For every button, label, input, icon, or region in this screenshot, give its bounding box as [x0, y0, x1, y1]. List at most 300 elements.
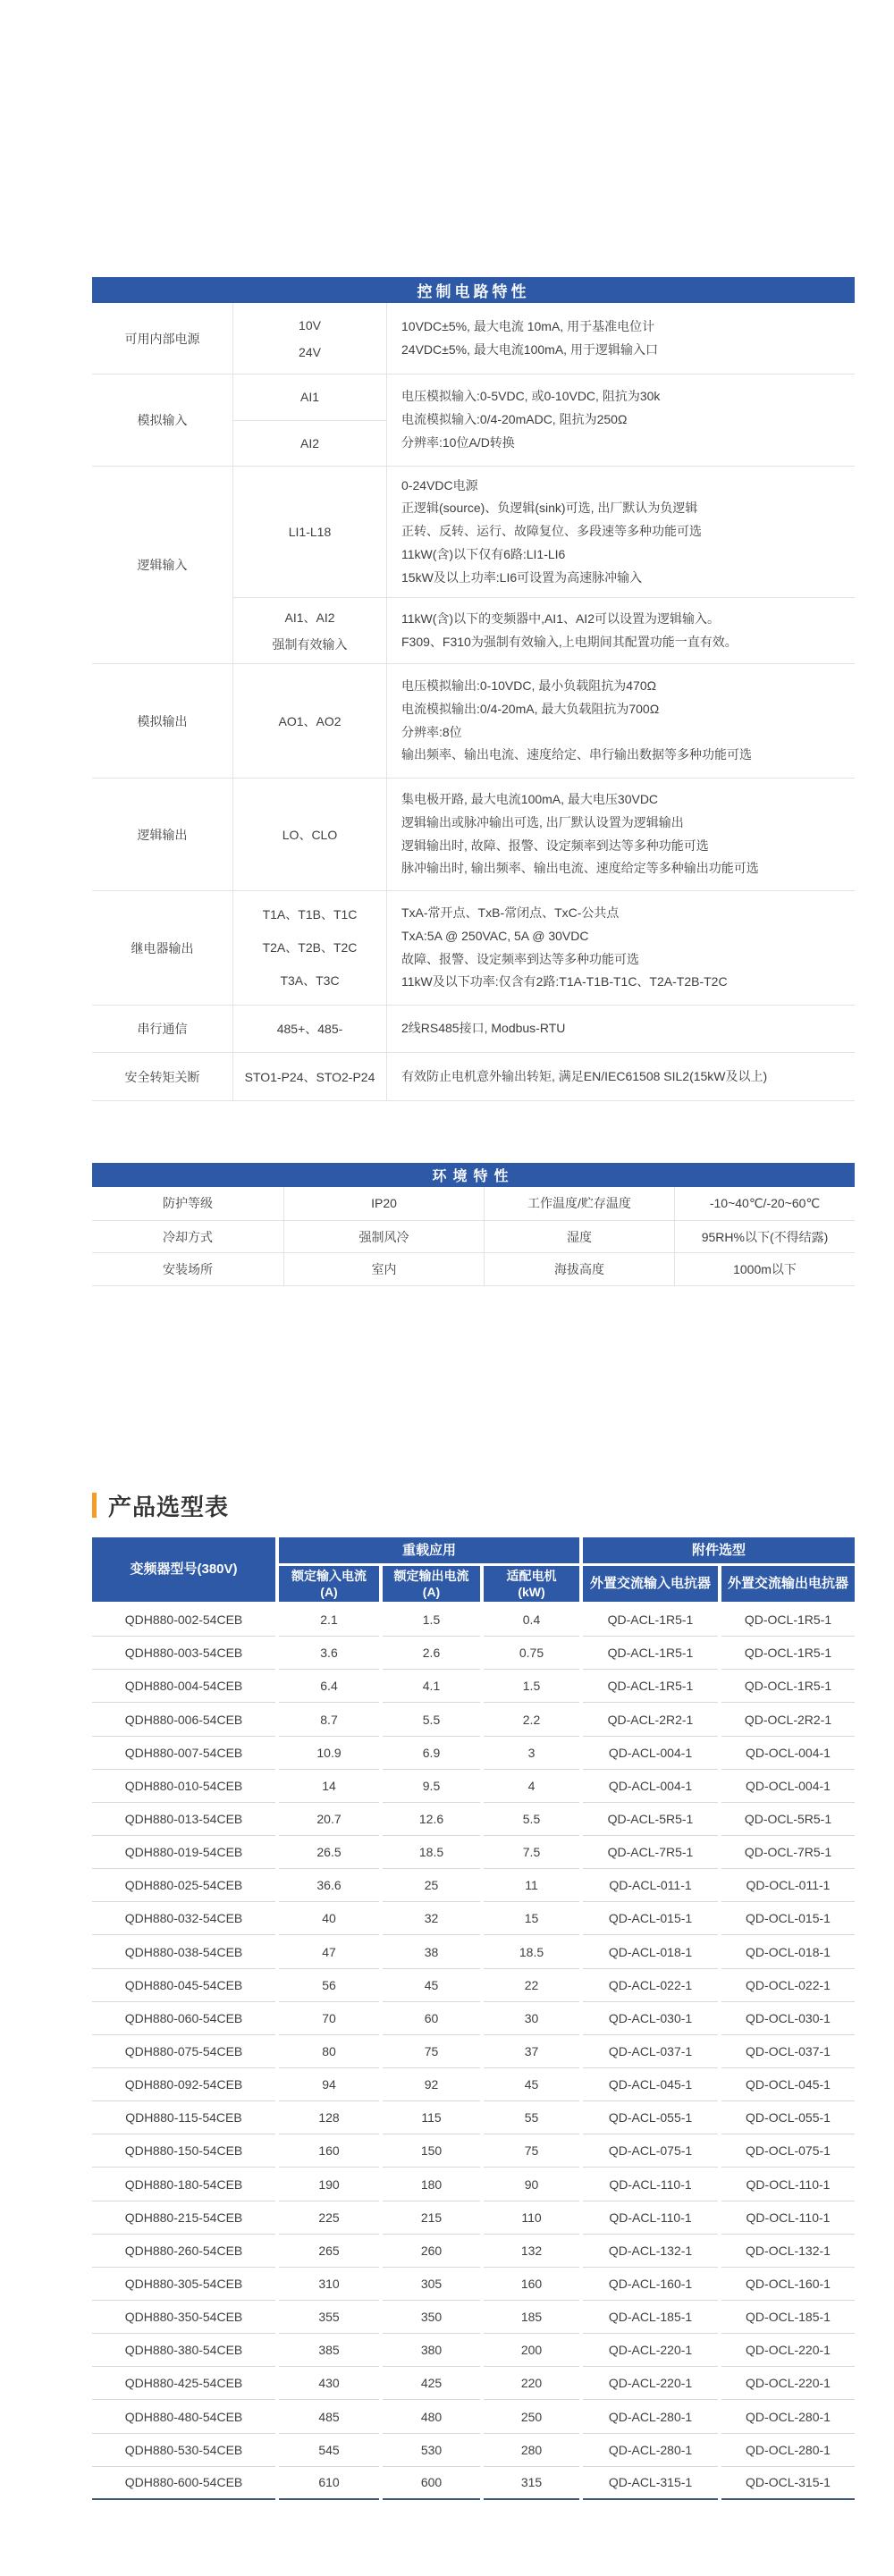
model-cell: QDH880-019-54CEB [92, 1836, 275, 1869]
value-cell: 14 [279, 1770, 379, 1803]
value-cell: 380 [383, 2334, 480, 2367]
description-line: 10VDC±5%, 最大电流 10mA, 用于基准电位计 [401, 318, 655, 333]
model-cell: QDH880-002-54CEB [92, 1604, 275, 1637]
value-cell: 305 [383, 2268, 480, 2301]
subrow-forced-input [232, 597, 855, 663]
value-cell: 545 [279, 2434, 379, 2467]
value-cell: QD-ACL-2R2-1 [583, 1703, 718, 1736]
value-cell: QD-OCL-018-1 [721, 1935, 855, 1968]
description-line: 电压模拟输出:0-10VDC, 最小负载阻抗为470Ω [401, 678, 657, 693]
value-cell: 215 [383, 2201, 480, 2235]
terminal-line: LI1-L18 [288, 525, 332, 539]
model-cell: QDH880-003-54CEB [92, 1637, 275, 1670]
env-label: 工作温度/贮存温度 [484, 1187, 674, 1220]
value-cell: 110 [484, 2201, 579, 2235]
value-cell: QD-OCL-015-1 [721, 1902, 855, 1935]
description-cell [386, 664, 855, 778]
value-cell: QD-OCL-004-1 [721, 1770, 855, 1803]
spec-row-logic-output [92, 778, 855, 890]
description-cell [386, 891, 855, 1005]
value-cell: 260 [383, 2235, 480, 2268]
terminal-line: 10V [299, 317, 321, 333]
terminal-cell [232, 664, 386, 778]
description-line: 正转、反转、运行、故障复位、多段速等多种功能可选 [401, 524, 702, 539]
table-row [92, 2434, 855, 2467]
value-cell: 350 [383, 2301, 480, 2334]
model-cell: QDH880-007-54CEB [92, 1737, 275, 1770]
value-cell: 385 [279, 2334, 379, 2367]
table-row [92, 2268, 855, 2301]
value-cell: 9.5 [383, 1770, 480, 1803]
row-label: 继电器输出 [131, 940, 194, 955]
value-cell: QD-ACL-075-1 [583, 2134, 718, 2168]
value-cell: 92 [383, 2068, 480, 2101]
model-cell: QDH880-215-54CEB [92, 2201, 275, 2235]
description-line: 电流模拟输出:0/4-20mA, 最大负载阻抗为700Ω [401, 701, 660, 716]
value-cell: QD-OCL-110-1 [721, 2201, 855, 2235]
logic-input-subrows [232, 467, 855, 663]
table-row [92, 1869, 855, 1902]
table-row [92, 2134, 855, 2168]
value-cell: 190 [279, 2168, 379, 2201]
value-cell: 4 [484, 1770, 579, 1803]
header-line: (A) [422, 1585, 441, 1600]
value-cell: QD-OCL-280-1 [721, 2434, 855, 2467]
model-cell: QDH880-032-54CEB [92, 1902, 275, 1935]
model-cell: QDH880-013-54CEB [92, 1803, 275, 1836]
column-header-input-reactor: 外置交流输入电抗器 [583, 1566, 718, 1602]
value-cell: 315 [484, 2467, 579, 2500]
column-header-rated-output-current [383, 1566, 480, 1602]
row-label-cell [92, 1006, 232, 1052]
spec-row-sto [92, 1052, 855, 1100]
terminal-cell [232, 303, 386, 374]
page-content [92, 0, 855, 2500]
value-cell: QD-ACL-280-1 [583, 2434, 718, 2467]
value-cell: 11 [484, 1869, 579, 1902]
value-cell: QD-OCL-160-1 [721, 2268, 855, 2301]
value-cell: QD-ACL-015-1 [583, 1902, 718, 1935]
value-cell: 36.6 [279, 1869, 379, 1902]
selection-table-header [92, 1537, 855, 1602]
environment-table [92, 1163, 855, 1286]
table-row [92, 2400, 855, 2433]
table-row [92, 1770, 855, 1803]
value-cell: QD-OCL-132-1 [721, 2235, 855, 2268]
column-header-motor [484, 1566, 579, 1602]
value-cell: 18.5 [383, 1836, 480, 1869]
description-line: 分辨率:10位A/D转换 [401, 434, 515, 450]
value-cell: QD-OCL-1R5-1 [721, 1604, 855, 1637]
value-cell: 4.1 [383, 1670, 480, 1703]
spec-row-serial-comm [92, 1005, 855, 1052]
value-cell: 26.5 [279, 1836, 379, 1869]
value-cell: 22 [484, 1969, 579, 2002]
value-cell: QD-ACL-160-1 [583, 2268, 718, 2301]
env-label: 冷却方式 [163, 1229, 213, 1244]
header-line: 额定输出电流 [393, 1568, 469, 1583]
description-line: 集电极开路, 最大电流100mA, 最大电压30VDC [401, 791, 659, 806]
header-line: 适配电机 [506, 1568, 557, 1583]
column-header-rated-input-current [279, 1566, 379, 1602]
description-line: F309、F310为强制有效输入,上电期间其配置功能一直有效。 [401, 634, 738, 649]
table-row [92, 2301, 855, 2334]
value-cell: 355 [279, 2301, 379, 2334]
model-cell: QDH880-045-54CEB [92, 1969, 275, 2002]
value-cell: QD-ACL-037-1 [583, 2035, 718, 2068]
terminal-line: AI1、AI2 [284, 610, 335, 625]
description-line: 故障、报警、设定频率到达等多种功能可选 [401, 951, 639, 966]
description-line: 11kW(含)以下仅有6路:LI1-LI6 [401, 546, 566, 561]
value-cell: QD-ACL-1R5-1 [583, 1637, 718, 1670]
value-cell: QD-OCL-315-1 [721, 2467, 855, 2500]
table-row [92, 1703, 855, 1736]
value-cell: 115 [383, 2101, 480, 2134]
value-cell: QD-OCL-022-1 [721, 1969, 855, 2002]
env-value: 95RH%以下(不得结露) [674, 1221, 855, 1253]
table-row [92, 2035, 855, 2068]
model-cell: QDH880-260-54CEB [92, 2235, 275, 2268]
row-label-cell [92, 303, 232, 374]
value-cell: 37 [484, 2035, 579, 2068]
table-row [92, 1902, 855, 1935]
value-cell: 0.75 [484, 1637, 579, 1670]
table-row [92, 1836, 855, 1869]
terminal-line: AI2 [233, 420, 386, 467]
terminal-cell [232, 467, 386, 597]
value-cell: QD-ACL-030-1 [583, 2002, 718, 2035]
spec-row-logic-input [92, 466, 855, 663]
spec-row-internal-power [92, 303, 855, 374]
value-cell: 12.6 [383, 1803, 480, 1836]
row-label-cell [92, 1053, 232, 1100]
value-cell: QD-ACL-185-1 [583, 2301, 718, 2334]
model-cell: QDH880-530-54CEB [92, 2434, 275, 2467]
row-label-cell [92, 779, 232, 890]
terminal-line: 24V [299, 344, 321, 359]
value-cell: QD-ACL-055-1 [583, 2101, 718, 2134]
value-cell: QD-OCL-110-1 [721, 2168, 855, 2201]
value-cell: QD-ACL-004-1 [583, 1737, 718, 1770]
description-cell [386, 1053, 855, 1100]
value-cell: QD-OCL-7R5-1 [721, 1836, 855, 1869]
description-cell [386, 779, 855, 890]
value-cell: 18.5 [484, 1935, 579, 1968]
terminal-line: AO1、AO2 [278, 713, 342, 728]
value-cell: 6.9 [383, 1737, 480, 1770]
value-cell: 185 [484, 2301, 579, 2334]
header-line: (kW) [518, 1585, 545, 1600]
group-header-accessories: 附件选型 [583, 1537, 855, 1563]
model-cell: QDH880-180-54CEB [92, 2168, 275, 2201]
table-row [92, 2101, 855, 2134]
value-cell: 2.2 [484, 1703, 579, 1736]
value-cell: 1.5 [383, 1604, 480, 1637]
value-cell: QD-OCL-004-1 [721, 1737, 855, 1770]
terminal-cell [232, 1006, 386, 1052]
value-cell: 160 [484, 2268, 579, 2301]
terminal-line: 485+、485- [276, 1022, 343, 1036]
value-cell: 220 [484, 2367, 579, 2400]
description-line: 逻辑输出或脉冲输出可选, 出厂默认设置为逻辑输出 [401, 814, 684, 829]
value-cell: QD-ACL-045-1 [583, 2068, 718, 2101]
env-value: 强制风冷 [283, 1221, 484, 1253]
description-line: 电压模拟输入:0-5VDC, 或0-10VDC, 阻抗为30k [401, 389, 661, 404]
accent-bar [92, 1493, 97, 1518]
description-cell [386, 375, 855, 466]
value-cell: 5.5 [383, 1703, 480, 1736]
row-label: 逻辑输入 [137, 558, 188, 572]
value-cell: 2.6 [383, 1637, 480, 1670]
selection-section-title [92, 1489, 855, 1521]
subrow-li [232, 467, 855, 597]
terminal-line: 强制有效输入 [272, 636, 348, 652]
description-cell [386, 1006, 855, 1052]
header-line: (A) [320, 1585, 338, 1600]
value-cell: QD-ACL-004-1 [583, 1770, 718, 1803]
value-cell: 600 [383, 2467, 480, 2500]
environment-table-body [92, 1187, 855, 1286]
value-cell: 75 [484, 2134, 579, 2168]
model-cell: QDH880-060-54CEB [92, 2002, 275, 2035]
terminal-line: LO、CLO [282, 827, 338, 842]
value-cell: 425 [383, 2367, 480, 2400]
model-cell: QDH880-150-54CEB [92, 2134, 275, 2168]
value-cell: QD-ACL-1R5-1 [583, 1604, 718, 1637]
value-cell: QD-ACL-1R5-1 [583, 1670, 718, 1703]
value-cell: QD-ACL-280-1 [583, 2400, 718, 2433]
env-label: 防护等级 [163, 1196, 213, 1211]
terminal-line: STO1-P24、STO2-P24 [244, 1069, 375, 1084]
model-cell: QDH880-092-54CEB [92, 2068, 275, 2101]
terminal-cell [232, 779, 386, 890]
description-line: 电流模拟输入:0/4-20mADC, 阻抗为250Ω [401, 412, 628, 427]
table-row [92, 2334, 855, 2367]
description-line: 正逻辑(source)、负逻辑(sink)可选, 出厂默认为负逻辑 [401, 501, 698, 516]
table-row [92, 2467, 855, 2500]
value-cell: 90 [484, 2168, 579, 2201]
value-cell: QD-ACL-011-1 [583, 1869, 718, 1902]
value-cell: 128 [279, 2101, 379, 2134]
value-cell: 8.7 [279, 1703, 379, 1736]
value-cell: 480 [383, 2400, 480, 2433]
value-cell: QD-OCL-030-1 [721, 2002, 855, 2035]
model-cell: QDH880-006-54CEB [92, 1703, 275, 1736]
table-row [92, 2367, 855, 2400]
spec-row-analog-input [92, 374, 855, 466]
row-label-cell [92, 891, 232, 1005]
value-cell: 38 [383, 1935, 480, 1968]
value-cell: 250 [484, 2400, 579, 2433]
terminal-line: T1A、T1B、T1C [262, 907, 358, 922]
value-cell: QD-OCL-280-1 [721, 2400, 855, 2433]
description-line: 输出频率、输出电流、速度给定、串行输出数据等多种功能可选 [401, 747, 752, 762]
env-value: IP20 [283, 1187, 484, 1220]
table-row [92, 1637, 855, 1670]
description-line: 11kW(含)以下的变频器中,AI1、AI2可以设置为逻辑输入。 [401, 610, 720, 626]
model-cell: QDH880-004-54CEB [92, 1670, 275, 1703]
model-cell: QDH880-305-54CEB [92, 2268, 275, 2301]
row-label-cell [92, 467, 232, 663]
row-label: 可用内部电源 [124, 331, 200, 346]
value-cell: 265 [279, 2235, 379, 2268]
description-line: 有效防止电机意外输出转矩, 满足EN/IEC61508 SIL2(15kW及以上) [401, 1068, 768, 1083]
value-cell: 310 [279, 2268, 379, 2301]
table-row [92, 1220, 855, 1253]
model-cell: QDH880-025-54CEB [92, 1869, 275, 1902]
table-row [92, 2168, 855, 2201]
model-cell: QDH880-425-54CEB [92, 2367, 275, 2400]
env-label: 湿度 [484, 1221, 674, 1253]
env-value: 1000m以下 [674, 1253, 855, 1285]
value-cell: 15 [484, 1902, 579, 1935]
table-row [92, 1803, 855, 1836]
value-cell: 94 [279, 2068, 379, 2101]
spec-row-analog-output [92, 663, 855, 778]
row-label: 模拟输出 [137, 713, 188, 728]
value-cell: QD-OCL-075-1 [721, 2134, 855, 2168]
model-cell: QDH880-480-54CEB [92, 2400, 275, 2433]
environment-table-title: 环境特性 [92, 1163, 855, 1187]
value-cell: 32 [383, 1902, 480, 1935]
control-table-title: 控制电路特性 [92, 277, 855, 303]
model-cell: QDH880-380-54CEB [92, 2334, 275, 2367]
value-cell: QD-ACL-220-1 [583, 2334, 718, 2367]
value-cell: QD-ACL-110-1 [583, 2168, 718, 2201]
value-cell: 56 [279, 1969, 379, 2002]
value-cell: QD-ACL-022-1 [583, 1969, 718, 2002]
value-cell: QD-OCL-1R5-1 [721, 1637, 855, 1670]
model-cell: QDH880-350-54CEB [92, 2301, 275, 2334]
description-line: 15kW及以上功率:LI6可设置为高速脉冲输入 [401, 569, 643, 585]
description-line: TxA-常开点、TxB-常闭点、TxC-公共点 [401, 905, 620, 920]
value-cell: 200 [484, 2334, 579, 2367]
value-cell: 5.5 [484, 1803, 579, 1836]
terminal-line: T2A、T2B、T2C [262, 940, 358, 955]
value-cell: QD-OCL-1R5-1 [721, 1670, 855, 1703]
description-line: 24VDC±5%, 最大电流100mA, 用于逻辑输入口 [401, 341, 658, 357]
value-cell: 610 [279, 2467, 379, 2500]
value-cell: 6.4 [279, 1670, 379, 1703]
value-cell: 20.7 [279, 1803, 379, 1836]
description-line: TxA:5A @ 250VAC, 5A @ 30VDC [401, 928, 589, 943]
value-cell: 25 [383, 1869, 480, 1902]
value-cell: 30 [484, 2002, 579, 2035]
terminal-cell [232, 375, 386, 466]
value-cell: QD-OCL-045-1 [721, 2068, 855, 2101]
value-cell: QD-OCL-185-1 [721, 2301, 855, 2334]
description-line: 2线RS485接口, Modbus-RTU [401, 1021, 566, 1036]
table-row [92, 1187, 855, 1220]
model-cell: QDH880-115-54CEB [92, 2101, 275, 2134]
terminal-line: AI1 [299, 390, 319, 405]
table-row [92, 1737, 855, 1770]
table-row [92, 2002, 855, 2035]
description-cell [386, 467, 855, 597]
value-cell: 0.4 [484, 1604, 579, 1637]
model-cell: QDH880-010-54CEB [92, 1770, 275, 1803]
value-cell: 132 [484, 2235, 579, 2268]
description-line: 脉冲输出时, 输出频率、输出电流、速度给定等多种输出功能可选 [401, 861, 759, 876]
table-row [92, 1935, 855, 1968]
table-row [92, 1969, 855, 2002]
value-cell: 160 [279, 2134, 379, 2168]
value-cell: QD-ACL-110-1 [583, 2201, 718, 2235]
env-label: 海拔高度 [484, 1253, 674, 1285]
value-cell: QD-ACL-315-1 [583, 2467, 718, 2500]
spec-row-relay-output [92, 890, 855, 1005]
value-cell: 180 [383, 2168, 480, 2201]
description-cell [386, 303, 855, 374]
table-row [92, 2201, 855, 2235]
description-line: 11kW及以下功率:仅含有2路:T1A-T1B-T1C、T2A-T2B-T2C [401, 974, 728, 989]
value-cell: 55 [484, 2101, 579, 2134]
env-value: 室内 [283, 1253, 484, 1285]
model-cell: QDH880-038-54CEB [92, 1935, 275, 1968]
value-cell: QD-ACL-132-1 [583, 2235, 718, 2268]
value-cell: 45 [484, 2068, 579, 2101]
value-cell: QD-ACL-7R5-1 [583, 1836, 718, 1869]
value-cell: 430 [279, 2367, 379, 2400]
terminal-cell [232, 598, 386, 663]
control-table-body [92, 303, 855, 1101]
selection-table-body [92, 1604, 855, 2500]
value-cell: 225 [279, 2201, 379, 2235]
value-cell: 150 [383, 2134, 480, 2168]
description-line: 分辨率:8位 [401, 724, 462, 739]
control-characteristics-table [92, 277, 855, 1101]
value-cell: 60 [383, 2002, 480, 2035]
description-line: 逻辑输出时, 故障、报警、设定频率到达等多种功能可选 [401, 838, 709, 853]
row-label: 逻辑输出 [137, 827, 188, 842]
value-cell: 7.5 [484, 1836, 579, 1869]
column-header-model: 变频器型号(380V) [92, 1537, 275, 1602]
value-cell: QD-OCL-220-1 [721, 2334, 855, 2367]
model-cell: QDH880-600-54CEB [92, 2467, 275, 2500]
value-cell: 70 [279, 2002, 379, 2035]
section-title-text: 产品选型表 [108, 1493, 230, 1520]
description-line: 0-24VDC电源 [401, 477, 478, 492]
column-header-output-reactor: 外置交流输出电抗器 [721, 1566, 855, 1602]
value-cell: 1.5 [484, 1670, 579, 1703]
value-cell: QD-OCL-5R5-1 [721, 1803, 855, 1836]
value-cell: QD-ACL-220-1 [583, 2367, 718, 2400]
value-cell: QD-OCL-220-1 [721, 2367, 855, 2400]
row-label-cell [92, 664, 232, 778]
env-value: -10~40℃/-20~60℃ [674, 1187, 855, 1220]
value-cell: 40 [279, 1902, 379, 1935]
env-label: 安装场所 [163, 1262, 213, 1277]
terminal-cell [232, 891, 386, 1005]
description-cell [386, 598, 855, 663]
value-cell: 75 [383, 2035, 480, 2068]
value-cell: 45 [383, 1969, 480, 2002]
value-cell: QD-OCL-2R2-1 [721, 1703, 855, 1736]
header-line: 额定输入电流 [291, 1568, 367, 1583]
value-cell: 3 [484, 1737, 579, 1770]
value-cell: 280 [484, 2434, 579, 2467]
group-header-heavy-duty: 重载应用 [279, 1537, 579, 1563]
value-cell: QD-OCL-055-1 [721, 2101, 855, 2134]
table-row [92, 1670, 855, 1703]
value-cell: QD-ACL-018-1 [583, 1935, 718, 1968]
value-cell: 485 [279, 2400, 379, 2433]
value-cell: 2.1 [279, 1604, 379, 1637]
terminal-line: T3A、T3C [280, 973, 340, 988]
row-label: 串行通信 [137, 1022, 188, 1036]
terminal-cell [232, 1053, 386, 1100]
table-row [92, 1604, 855, 1637]
